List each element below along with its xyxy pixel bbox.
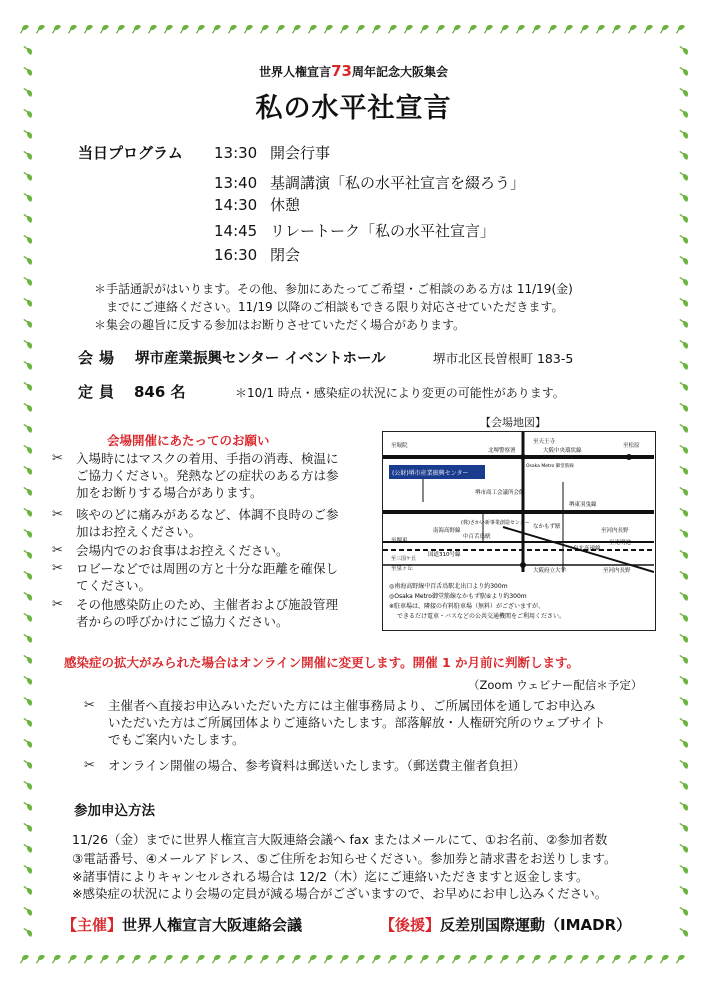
leaf-mark [680,695,690,707]
leaf-mark [24,338,34,350]
map-place: なかもず駅 [533,524,561,530]
leaf-mark [680,926,690,938]
leaf-mark [24,842,34,854]
leaf-mark [146,23,158,33]
leaf-mark [258,23,270,33]
leaf-mark [418,953,430,963]
map-footnote: できるだけ電車・バスなどの公共交通機関をご利用ください。 [397,613,566,620]
leaf-mark [24,296,34,308]
leaf-mark [680,191,690,203]
leaf-mark [402,23,414,33]
leaf-mark [24,632,34,644]
program-item: 16:30 閉会 [214,246,301,264]
leaf-mark [680,716,690,728]
leaf-mark [24,674,34,686]
map-place: 大阪府立大学 [533,568,567,574]
map-place: 中百舌鳥駅 [463,534,491,540]
leaf-mark [680,548,690,560]
leaf-mark [24,758,34,770]
leaf-mark [24,527,34,539]
leaf-mark [338,953,350,963]
leaf-mark [322,23,334,33]
leaf-mark [680,317,690,329]
map-place: 国道310号線 [428,552,461,558]
map-label: 【会場地図】 [480,416,546,429]
leaf-mark [24,800,34,812]
leaf-mark [24,695,34,707]
leaf-mark [594,23,606,33]
leaf-mark [24,485,34,497]
leaf-mark [680,506,690,518]
leaf-mark [594,953,606,963]
map-place: 至堀院 [391,443,408,449]
leaf-mark [24,233,34,245]
online-notice: 感染症の拡大がみられた場合はオンライン開催に変更します。開催 1 か月前に判断します。 [64,655,580,670]
venue-address: 堺市北区長曽根町 183-5 [433,351,574,366]
leaf-mark [466,23,478,33]
leaf-mark [680,44,690,56]
leaf-mark [680,863,690,875]
leaf-mark [290,23,302,33]
leaf-mark [178,953,190,963]
list-item: ✂ 入場時にはマスクの着用、手指の消毒、検温に ご協力ください。発熱などの症状のある方は参 加をお断りする場合があります。 [52,451,339,500]
leaf-mark [242,953,254,963]
leaf-mark [338,23,350,33]
ribbon-bullet-icon: ✂ [52,451,63,466]
list-item: ✂ 主催者へ直接お申込みいただいた方には主催事務局より、ご所属団体を通してお申込み いただいた方はご所属団体よりご連絡いたします。部落解放・人権研究所のウェブサイト でもご案内いたします。 [84,698,606,747]
leaf-mark [24,359,34,371]
leaf-mark [50,953,62,963]
leaf-mark [178,23,190,33]
leaf-mark [34,953,46,963]
program-item: 14:45 リレートーク「私の水平社宣言」 [214,222,496,240]
leaf-mark [24,716,34,728]
leaf-mark [24,590,34,602]
leaf-mark [82,23,94,33]
venue-map [382,431,656,631]
leaf-mark [680,170,690,182]
leaf-mark [274,23,286,33]
leaf-mark [674,23,686,33]
page-title: 私の水平社宣言 [255,93,452,124]
leaf-mark [194,953,206,963]
map-place: 至三国ケ丘 [391,556,417,562]
leaf-mark [680,821,690,833]
leaf-mark [514,23,526,33]
leaf-mark [306,23,318,33]
leaf-mark [562,23,574,33]
leaf-mark [680,422,690,434]
apply-line: ③電話番号、④メールアドレス、⑤ご住所をお知らせください。参加券と請求書をお送りします。 [72,851,617,866]
zoom-note: （Zoom ウェビナー配信＊予定） [468,678,643,692]
leaf-mark [24,863,34,875]
leaf-mark [66,23,78,33]
program-note: ＊手話通訳がはいります。その他、参加にあたってご希望・ご相談のある方は 11/19(金) [94,282,573,296]
leaf-mark [680,884,690,896]
capacity-value: 846 名 [134,383,186,401]
program-label: 当日プログラム [78,144,183,162]
leaf-mark [680,254,690,266]
leaf-mark [466,953,478,963]
leaf-mark [194,23,206,33]
map-footnote: ◎Osaka Metro御堂筋線なかもず駅⑥より約300m [389,593,527,600]
list-item: ✂ ロビーなどでは周囲の方と十分な距離を確保し てください。 [52,561,339,593]
program-item: 13:40 基調講演「私の水平社宣言を綴ろう」 [214,174,526,192]
leaf-mark [680,632,690,644]
leaf-mark [546,953,558,963]
apply-line: ※感染症の状況により会場の定員が減る場合がございますので、お早めにお申し込みください。 [72,886,608,901]
leaf-mark [658,23,670,33]
event-subtitle: 世界人権宣言73周年記念大阪集会 [259,62,448,80]
leaf-mark [18,23,30,33]
leaf-mark [24,821,34,833]
leaf-mark [24,254,34,266]
leaf-mark [680,590,690,602]
leaf-mark [610,23,622,33]
leaf-mark [680,338,690,350]
leaf-mark [226,953,238,963]
leaf-mark [24,401,34,413]
ribbon-bullet-icon: ✂ [84,698,95,713]
leaf-mark [24,128,34,140]
ribbon-bullet-icon: ✂ [84,758,95,773]
leaf-mark [98,953,110,963]
map-place: 北堺警察署 [488,448,516,454]
leaf-mark [24,443,34,455]
leaf-mark [24,464,34,476]
leaf-mark [680,905,690,917]
venue-name: 堺市産業振興センター イベントホール [135,351,386,367]
leaf-mark [642,953,654,963]
map-place: 至堺東 [391,538,408,544]
leaf-mark [162,953,174,963]
leaf-mark [386,953,398,963]
leaf-mark [680,296,690,308]
leaf-mark [24,422,34,434]
leaf-mark [24,170,34,182]
leaf-mark [610,953,622,963]
leaf-mark [24,737,34,749]
program-item: 13:30 開会行事 [214,144,331,162]
leaf-mark [626,23,638,33]
requests-title: 会場開催にあたってのお願い [107,433,270,448]
leaf-mark [34,23,46,33]
leaf-mark [680,443,690,455]
capacity-note: ＊10/1 時点・感染症の状況により変更の可能性があります。 [235,386,565,400]
map-place: 至天王寺 [533,439,556,445]
leaf-mark [530,953,542,963]
apply-line: ※諸事情によりキャンセルされる場合は 12/2（木）迄にご連絡いただきますと返金します。 [72,869,589,884]
organizer: 【主催】世界人権宣言大阪連絡会議 [62,916,303,934]
leaf-mark [130,23,142,33]
leaf-mark [434,23,446,33]
apply-line: 11/26（金）までに世界人権宣言大阪連絡会議へ fax またはメールにて、①お名前、②参加者数 [72,832,608,847]
leaf-mark [370,23,382,33]
leaf-mark [498,953,510,963]
leaf-mark [680,275,690,287]
leaf-mark [680,128,690,140]
list-item: ✂ その他感染防止のため、主催者および施設管理 者からの呼びかけにご協力ください。 [52,597,339,629]
leaf-mark [130,953,142,963]
leaf-mark [290,953,302,963]
leaf-mark [680,779,690,791]
map-place: 至泉ヶ丘 [391,566,414,572]
leaf-mark [450,23,462,33]
leaf-mark [498,23,510,33]
map-footnote: ※駐車場は、隣接の有料駐車場（無料）がございますが、 [389,603,545,610]
leaf-mark [24,926,34,938]
leaf-mark [114,23,126,33]
map-place: 至河内長野 [601,528,629,534]
leaf-mark [680,611,690,623]
map-place: Osaka Metro 御堂筋線 [526,464,574,469]
ribbon-bullet-icon: ✂ [52,543,63,558]
leaf-mark [680,380,690,392]
leaf-mark [680,464,690,476]
leaf-mark [680,800,690,812]
leaf-mark [18,953,30,963]
leaf-mark [66,953,78,963]
leaf-mark [680,401,690,413]
leaf-mark [680,212,690,224]
leaf-mark [680,737,690,749]
leaf-mark [680,233,690,245]
map-place: 泉北高速線 [573,546,601,552]
leaf-mark [24,149,34,161]
leaf-mark [82,953,94,963]
ribbon-bullet-icon: ✂ [52,597,63,612]
leaf-mark [306,953,318,963]
map-drawing [383,432,654,629]
leaf-mark [24,212,34,224]
leaf-mark [680,527,690,539]
leaf-mark [24,653,34,665]
program-note: までにご連絡ください。11/19 以降のご相談もできる限り対応させていただきます。 [106,300,564,314]
leaf-mark [24,275,34,287]
leaf-mark [658,953,670,963]
leaf-mark [680,674,690,686]
leaf-mark [680,485,690,497]
leaf-mark [680,359,690,371]
leaf-mark [24,44,34,56]
leaf-mark [98,23,110,33]
leaf-mark [642,23,654,33]
leaf-mark [546,23,558,33]
program-note: ＊集会の趣旨に反する参加はお断りさせていただく場合があります。 [94,318,466,332]
apply-title: 参加申込方法 [74,803,155,819]
map-place: 堺市商工会議所会館 [475,490,525,496]
map-footnote: ◎南海高野線中百舌鳥駅北出口より約300m [389,583,508,590]
leaf-mark [24,905,34,917]
leaf-mark [210,953,222,963]
list-item: ✂ 会場内でのお食事はお控えください。 [52,543,289,558]
leaf-mark [24,779,34,791]
leaf-mark [114,953,126,963]
leaf-mark [24,884,34,896]
capacity-label: 定員 [78,383,121,401]
leaf-mark [370,953,382,963]
program-item: 14:30 休憩 [214,196,301,214]
leaf-mark [402,953,414,963]
leaf-mark [210,23,222,33]
leaf-mark [680,842,690,854]
list-item: ✂ 咳やのどに痛みがあるなど、体調不良時のご参 加はお控えください。 [52,507,339,539]
leaf-mark [680,653,690,665]
map-place: 至光明池 [609,540,632,546]
map-place: 大阪中央環状線 [543,448,582,454]
leaf-mark [24,569,34,581]
leaf-mark [322,953,334,963]
leaf-mark [530,23,542,33]
leaf-mark [680,149,690,161]
leaf-mark [24,611,34,623]
leaf-mark [578,23,590,33]
leaf-mark [562,953,574,963]
ribbon-bullet-icon: ✂ [52,507,63,522]
map-place-center: (公財)堺市産業振興センター [392,470,469,477]
leaf-mark [24,191,34,203]
list-item: ✂ オンライン開催の場合、参考資料は郵送いたします。（郵送費主催者負担） [84,758,526,773]
leaf-mark [242,23,254,33]
leaf-mark [626,953,638,963]
leaf-mark [680,569,690,581]
leaf-mark [24,380,34,392]
leaf-mark [386,23,398,33]
leaf-mark [434,953,446,963]
leaf-mark [418,23,430,33]
leaf-mark [50,23,62,33]
leaf-mark [24,317,34,329]
leaf-mark [146,953,158,963]
leaf-mark [674,953,686,963]
leaf-mark [274,953,286,963]
map-place: 南海高野線 [433,528,461,534]
leaf-mark [450,953,462,963]
leaf-mark [482,953,494,963]
map-place: 堺東羽曳線 [569,502,597,508]
map-place: (株)さかい新事業創造センター [461,520,530,526]
venue-label: 会場 [78,349,121,367]
leaf-mark [258,953,270,963]
ribbon-bullet-icon: ✂ [52,561,63,576]
leaf-mark [514,953,526,963]
sponsor: 【後援】反差別国際運動（IMADR） [380,916,632,934]
map-place: 至松原 [623,443,640,449]
leaf-mark [354,23,366,33]
leaf-mark [482,23,494,33]
leaf-mark [162,23,174,33]
leaf-mark [24,506,34,518]
leaf-mark [680,758,690,770]
leaf-mark [24,548,34,560]
leaf-mark [578,953,590,963]
map-place: 至河内長野 [603,568,631,574]
leaf-mark [354,953,366,963]
leaf-mark [226,23,238,33]
